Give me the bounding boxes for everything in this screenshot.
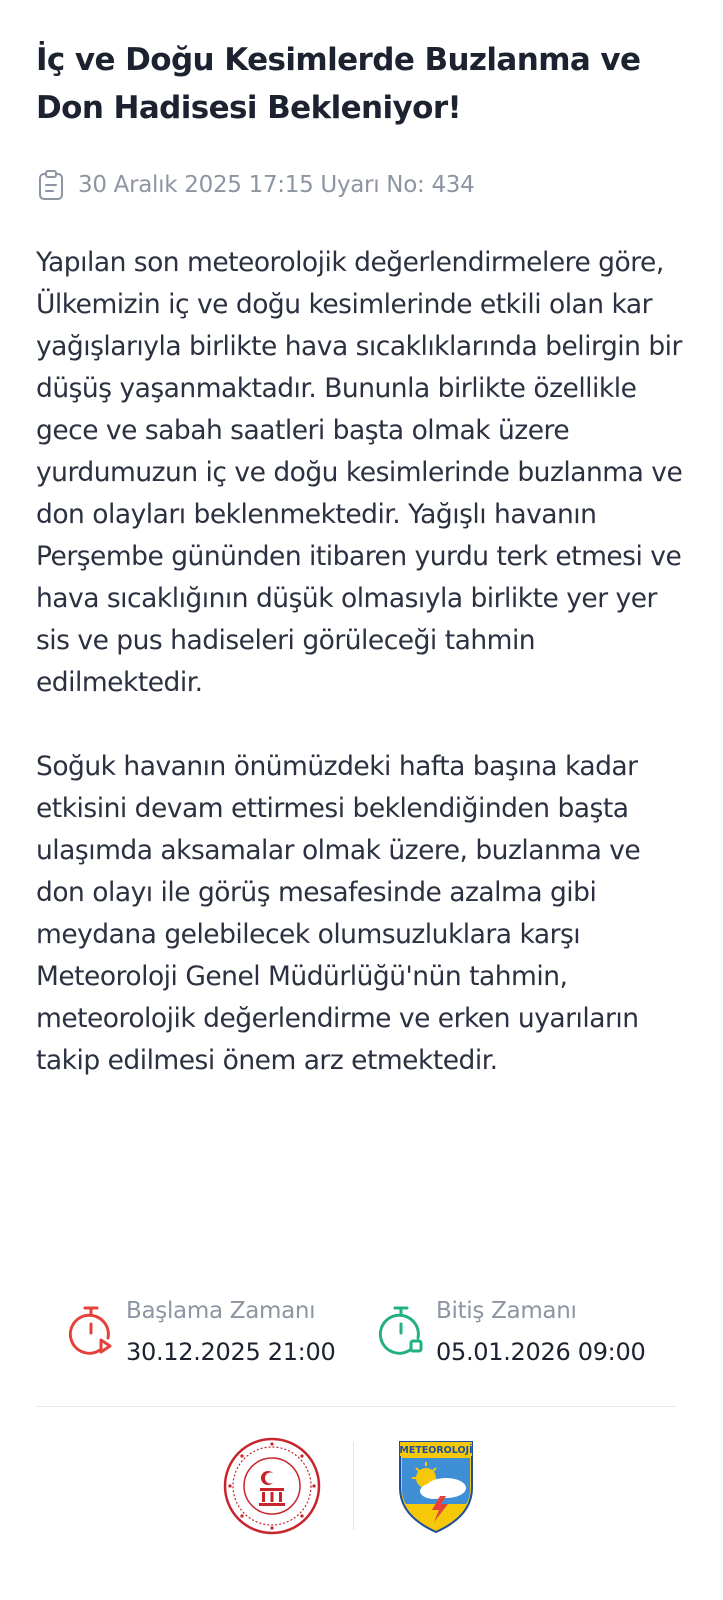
warning-body [36, 242, 696, 1082]
clipboard-icon [36, 169, 66, 201]
timer-start-icon [68, 1304, 116, 1360]
logo-separator [353, 1442, 354, 1530]
meteoroloji-logo [396, 1438, 476, 1534]
warning-time-range [68, 1296, 688, 1369]
end-time-label: Bitiş Zamanı [436, 1298, 577, 1324]
warning-paragraph-2: Soğuk havanın önümüzdeki hafta başına kadar etkisini devam ettirmesi beklendiğinden başta ulaşımda aksamalar olmak üzere, buzlanma ve don olayı ile görüş mesafesinde azalma gibi meydana gelebilecek olumsuzluklara karşı Meteoroloji Genel Müdürlüğü'nün tahmin, meteorolojik değerlendirme ve erken uyarıların takip edilmesi önem arz etmektedir. [36, 751, 641, 1076]
warning-date-number: 30 Aralık 2025 17:15 Uyarı No: 434 [78, 172, 475, 198]
footer-logos [0, 1436, 723, 1536]
start-time-label: Başlama Zamanı [126, 1298, 316, 1324]
end-time-value: 05.01.2026 09:00 [436, 1338, 646, 1366]
meteoroloji-logo-text: METEOROLOJİ [399, 1445, 473, 1456]
warning-meta [36, 168, 474, 202]
ministry-seal-logo [222, 1436, 322, 1536]
end-time-block [378, 1296, 688, 1369]
start-time-block [68, 1296, 378, 1369]
footer-divider [36, 1406, 676, 1407]
timer-end-icon [378, 1304, 426, 1360]
warning-paragraph-1: Yapılan son meteorolojik değerlendirmelere göre, Ülkemizin iç ve doğu kesimlerinde etkili olan kar yağışlarıyla birlikte hava sıcaklıklarında belirgin bir düşüş yaşanmaktadır. Bununla birlikte özellikle gece ve sabah saatleri başta olmak üzere yurdumuzun iç ve doğu kesimlerinde buzlanma ve don olayları beklenmektedir. Yağışlı havanın Perşembe gününden itibaren yurdu terk etmesi ve hava sıcaklığının düşük olmasıyla birlikte yer yer sis ve pus hadiseleri görüleceği tahmin edilmektedir. [36, 247, 683, 698]
start-time-text [126, 1296, 335, 1369]
start-time-value: 30.12.2025 21:00 [126, 1338, 336, 1366]
warning-title: İç ve Doğu Kesimlerde Buzlanma ve Don Hadisesi Bekleniyor! [36, 42, 641, 126]
end-time-text [436, 1296, 645, 1369]
